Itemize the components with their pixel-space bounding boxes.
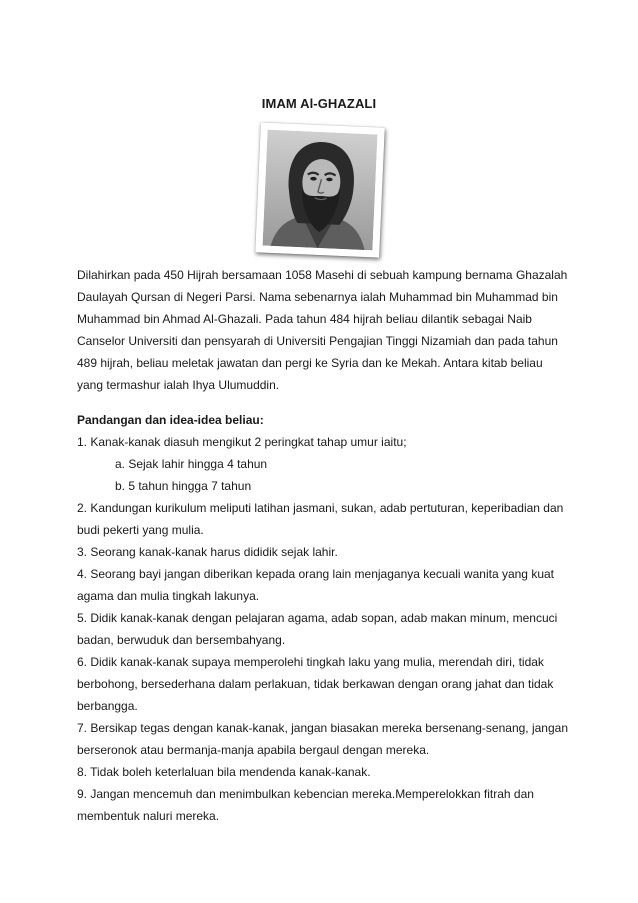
list-item: 1. Kanak-kanak diasuh mengikut 2 peringkat tahap umur iaitu; (77, 435, 407, 449)
portrait-frame (255, 122, 385, 257)
list-item-continuation: badan, berwuduk dan bersembahyang. (77, 633, 286, 647)
portrait-illustration (263, 130, 378, 251)
list-item-continuation: membentuk naluri mereka. (77, 809, 220, 823)
intro-paragraph (77, 264, 577, 396)
list-item-continuation: berseronok atau bermanja-manja apabila bergaul dengan mereka. (77, 743, 430, 757)
list-item: 3. Seorang kanak-kanak harus dididik sejak lahir. (77, 545, 338, 559)
list-item-continuation: berbohong, bersederhana dalam perlakuan, tidak berkawan dengan orang jahat dan tidak (77, 677, 554, 691)
intro-line: yang termashur ialah Ihya Ulumuddin. (77, 378, 280, 392)
intro-line: Canselor Universiti dan pensyarah di Universiti Pengajian Tinggi Nizamiah dan pada tahun (77, 334, 558, 348)
list-item-continuation: agama dan mulia tingkah lakunya. (77, 589, 260, 603)
list-item: 8. Tidak boleh keterlaluan bila mendenda kanak-kanak. (77, 765, 371, 779)
views-section (77, 409, 577, 827)
list-item: 7. Bersikap tegas dengan kanak-kanak, jangan biasakan mereka bersenang-senang, jangan (77, 721, 569, 735)
list-item: 2. Kandungan kurikulum meliputi latihan jasmani, sukan, adab pertuturan, keperibadian dan (77, 501, 564, 515)
list-item-continuation: budi pekerti yang mulia. (77, 523, 204, 537)
intro-line: Daulayah Qursan di Negeri Parsi. Nama sebenarnya ialah Muhammad bin Muhammad bin (77, 290, 558, 304)
list-item: 5. Didik kanak-kanak dengan pelajaran agama, adab sopan, adab makan minum, mencuci (77, 611, 558, 625)
list-item: 6. Didik kanak-kanak supaya memperolehi tingkah laku yang mulia, merendah diri, tidak (77, 655, 544, 669)
intro-line: 489 hijrah, beliau meletak jawatan dan pergi ke Syria dan ke Mekah. Antara kitab beliau (77, 356, 543, 370)
list-item-continuation: berbangga. (77, 699, 138, 713)
sub-list-item: a. Sejak lahir hingga 4 tahun (115, 457, 268, 471)
sub-list-item: b. 5 tahun hingga 7 tahun (115, 479, 252, 493)
intro-line: Dilahirkan pada 450 Hijrah bersamaan 1058 Masehi di sebuah kampung bernama Ghazalah (77, 268, 568, 282)
list-item: 9. Jangan mencemuh dan menimbulkan kebencian mereka.Memperelokkan fitrah dan (77, 787, 534, 801)
list-item: 4. Seorang bayi jangan diberikan kepada orang lain menjaganya kecuali wanita yang kuat (77, 567, 554, 581)
page-title: IMAM Al-GHAZALI (261, 96, 377, 111)
intro-line: Muhammad bin Ahmad Al-Ghazali. Pada tahun 484 hijrah beliau dilantik sebagai Naib (77, 312, 532, 326)
section-heading: Pandangan dan idea-idea beliau: (77, 413, 264, 427)
